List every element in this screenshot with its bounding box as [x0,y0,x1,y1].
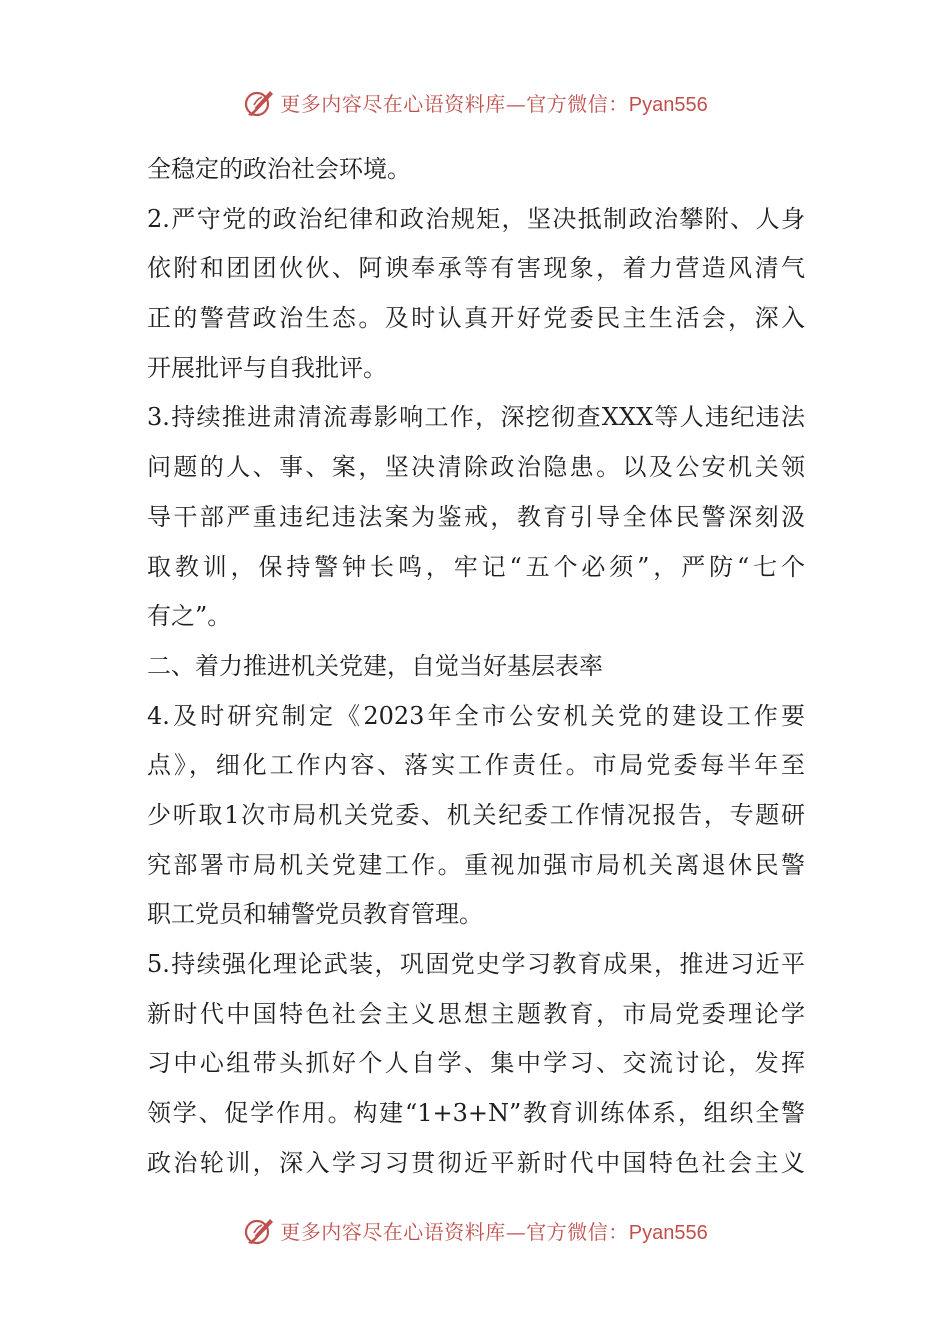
text-line: 少听取1次市局机关党委、机关纪委工作情况报告，专题研 [147,800,805,829]
text-line: 2.严守党的政治纪律和政治规矩，坚决抵制政治攀附、人身 [147,204,805,233]
text-line: 开展批评与自我批评。 [147,353,387,382]
header-brand-text [280,88,707,117]
footer-banner [0,1210,950,1250]
text-line: 导干部严重违纪违法案为鉴戒，教育引导全体民警深刻汲 [147,502,805,531]
text-line: 究部署市局机关党建工作。重视加强市局机关离退休民警 [147,850,805,879]
footer-brand-text [280,1216,707,1245]
document-body [147,145,805,1188]
quill-logo-icon [242,85,276,119]
header-wechat-id: Pyan556 [628,93,708,116]
text-line: 5.持续强化理论武装，巩固党史学习教育成果，推进习近平 [147,950,805,978]
text-line: 有之”。 [147,602,232,631]
quill-logo-icon [242,1213,276,1247]
text-line: 习中心组带头抓好个人自学、集中学习、交流讨论，发挥 [147,1049,805,1078]
text-line: 依附和团团伙伙、阿谀奉承等有害现象，着力营造风清气 [147,254,805,283]
text-line: 正的警营政治生态。及时认真开好党委民主生活会，深入 [147,304,805,333]
text-line: 点》，细化工作内容、落实工作责任。市局党委每半年至 [147,751,805,780]
text-line: 职工党员和辅警党员教育管理。 [147,900,483,929]
footer-brand-label: 更多内容尽在心语资料库—官方微信： [280,1219,629,1244]
header-brand-label: 更多内容尽在心语资料库—官方微信： [280,91,629,116]
text-line: 二、着力推进机关党建，自觉当好基层表率 [147,651,603,680]
text-line: 全稳定的政治社会环境。 [147,155,411,183]
text-line: 4.及时研究制定《2023年全市公安机关党的建设工作要 [147,701,805,730]
text-line: 新时代中国特色社会主义思想主题教育，市局党委理论学 [147,999,805,1028]
text-line: 领学、促学作用。构建“1+3+N”教育训练体系，组织全警 [147,1099,805,1128]
header-banner [0,82,950,122]
text-line: 3.持续推进肃清流毒影响工作，深挖彻查XXX等人违纪违法 [147,403,805,432]
text-line: 政治轮训，深入学习习贯彻近平新时代中国特色社会主义 [147,1148,805,1177]
text-line: 问题的人、事、案，坚决清除政治隐患。以及公安机关领 [147,453,805,482]
text-line: 取教训，保持警钟长鸣，牢记“五个必须”，严防“七个 [147,552,805,581]
footer-wechat-id: Pyan556 [628,1221,708,1244]
